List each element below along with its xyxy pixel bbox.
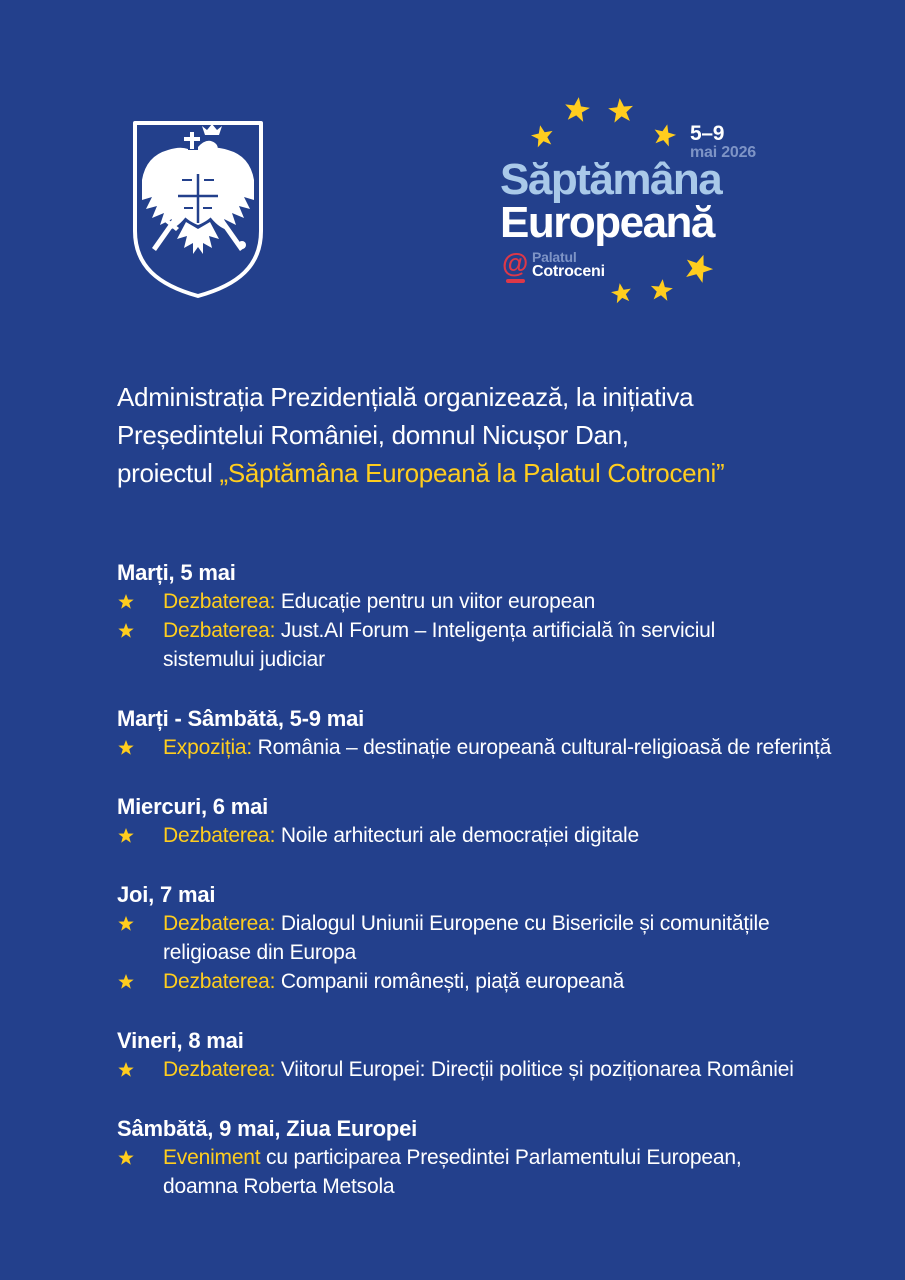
section-heading: Sâmbătă, 9 mai, Ziua Europei	[117, 1116, 418, 1141]
schedule-item	[117, 587, 897, 616]
star-bullet-icon	[118, 740, 134, 756]
logo-title-line2: Europeană	[500, 198, 714, 247]
item-text: Just.AI Forum – Inteligența artificială în serviciul	[275, 619, 716, 642]
schedule-item-continuation	[117, 1172, 897, 1201]
item-text: Companii românești, piață europeană	[275, 970, 625, 993]
star-bullet-icon	[118, 594, 134, 610]
eu-star-icon	[648, 277, 673, 302]
schedule-section	[117, 1114, 897, 1201]
logo-title-line1: Săptămâna	[500, 155, 722, 204]
schedule-item	[117, 733, 897, 762]
eu-star-icon	[562, 95, 591, 124]
eu-star-icon	[679, 249, 716, 286]
schedule-item	[117, 616, 897, 645]
item-label: Dezbaterea:	[163, 970, 276, 993]
schedule-section	[117, 792, 897, 850]
item-label: Dezbaterea:	[163, 824, 276, 847]
item-text: Dialogul Uniunii Europene cu Bisericile și comunitățile	[275, 912, 770, 935]
location-line2: Cotroceni	[532, 263, 605, 280]
schedule-item	[117, 967, 897, 996]
schedule-section	[117, 558, 897, 674]
intro-line: proiectul „Săptămâna Europeană la Palatul Cotroceni”	[117, 458, 725, 488]
schedule-item	[117, 1143, 897, 1172]
at-symbol-icon: @	[502, 248, 529, 278]
star-bullet-icon	[118, 1150, 134, 1166]
at-underline	[506, 279, 525, 283]
schedule-item-continuation	[117, 645, 897, 674]
schedule-item	[117, 909, 897, 938]
eu-star-icon	[650, 121, 678, 149]
intro-line: Administrația Prezidențială organizează, la inițiativa	[117, 382, 694, 412]
star-bullet-icon	[118, 623, 134, 639]
location-line1: Palatul	[532, 249, 577, 265]
schedule-section	[117, 704, 897, 762]
item-label: Dezbaterea:	[163, 1058, 276, 1081]
section-heading: Joi, 7 mai	[117, 882, 216, 907]
item-text: religioase din Europa	[163, 941, 357, 964]
section-heading: Miercuri, 6 mai	[117, 794, 269, 819]
intro-highlight: „Săptămâna Europeană la Palatul Cotroceni”	[219, 458, 725, 488]
star-bullet-icon	[118, 828, 134, 844]
star-bullet-icon	[118, 1062, 134, 1078]
eu-star-icon	[609, 281, 633, 305]
item-text: sistemului judiciar	[163, 648, 325, 671]
schedule-section	[117, 880, 897, 996]
schedule	[117, 558, 897, 1231]
intro-line: Președintelui României, domnul Nicușor Dan,	[117, 420, 629, 450]
schedule-item	[117, 821, 897, 850]
item-label: Dezbaterea:	[163, 619, 276, 642]
logo-title	[500, 155, 722, 247]
eu-star-icon	[607, 97, 636, 126]
item-text: Educație pentru un viitor european	[275, 590, 596, 613]
date-year: mai 2026	[690, 144, 757, 162]
section-heading: Vineri, 8 mai	[117, 1028, 244, 1053]
romanian-coat-of-arms-icon	[128, 116, 268, 303]
item-label: Dezbaterea:	[163, 912, 276, 935]
item-text: doamna Roberta Metsola	[163, 1175, 395, 1198]
item-text: România – destinație europeană cultural-religioasă de referință	[252, 736, 832, 759]
item-text: cu participarea Președintei Parlamentului European,	[260, 1146, 742, 1169]
item-label: Dezbaterea:	[163, 590, 276, 613]
item-text: Noile arhitecturi ale democrației digitale	[275, 824, 639, 847]
star-bullet-icon	[118, 974, 134, 990]
item-text: Viitorul Europei: Direcții politice și poziționarea României	[275, 1058, 794, 1081]
european-week-logo	[480, 88, 905, 328]
item-label: Expoziția:	[163, 736, 253, 759]
intro-text	[117, 378, 724, 492]
section-heading: Marți - Sâmbătă, 5-9 mai	[117, 706, 365, 731]
date-range: 5–9	[690, 122, 725, 145]
star-bullet-icon	[118, 916, 134, 932]
item-label: Eveniment	[163, 1146, 261, 1169]
schedule-item	[117, 1055, 897, 1084]
section-heading: Marți, 5 mai	[117, 560, 236, 585]
eu-star-icon	[528, 122, 555, 149]
schedule-section	[117, 1026, 897, 1084]
schedule-item-continuation	[117, 938, 897, 967]
